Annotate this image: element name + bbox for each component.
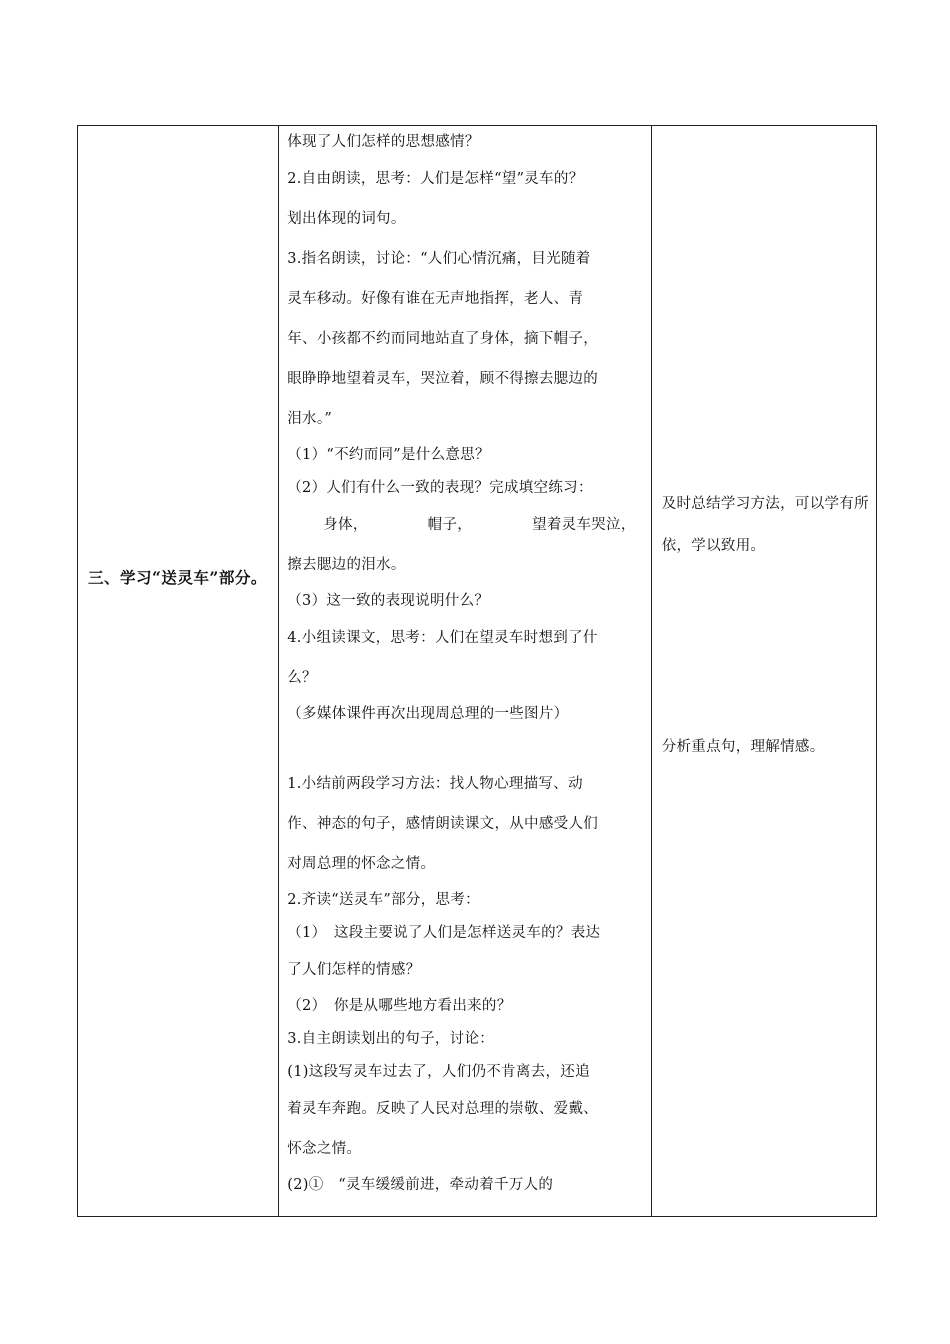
blank-phrase: 帽子，	[427, 517, 473, 533]
activity-line: 泪水。”	[287, 411, 333, 427]
activity-line: （1）“不约而同”是什么意思？	[287, 447, 490, 463]
blank-phrase: 身体，	[323, 517, 368, 533]
activity-line: 眼睁睁地望着灵车，哭泣着，顾不得擦去腮边的	[287, 371, 599, 387]
spacer	[287, 731, 645, 764]
activity-line: 着灵车奔跑。反映了人民对总理的崇敬、爱戴、	[287, 1101, 599, 1117]
activity-line: 作、神态的句子，感情朗读课文，从中感受人们	[287, 816, 599, 832]
activity-line: 了人们怎样的情感？	[287, 962, 421, 978]
activity-line: （2） 你是从哪些地方看出来的？	[287, 998, 512, 1014]
lesson-plan-table	[77, 125, 877, 1217]
activity-line: （2）人们有什么一致的表现？完成填空练习：	[287, 480, 593, 496]
activity-line: （1） 这段主要说了人们是怎样送灵车的？表达	[287, 925, 601, 941]
table-row	[78, 126, 877, 1217]
activity-line: 2.齐读“送灵车”部分，思考：	[287, 892, 480, 908]
stage-title: 三、学习“送灵车”部分。	[88, 568, 267, 587]
activity-line: （3）这一致的表现说明什么？	[287, 593, 490, 609]
activity-line: 3.指名朗读，讨论：“人们心情沉痛，目光随着	[287, 251, 591, 267]
activity-line: 擦去腮边的泪水。	[287, 557, 406, 573]
activity-line: (2)① “灵车缓缓前进，牵动着千万人的	[287, 1177, 554, 1193]
activity-line: 灵车移动。好像有谁在无声地指挥，老人、青	[287, 291, 584, 307]
activity-line: 对周总理的怀念之情。	[287, 856, 436, 872]
activity-line: （多媒体课件再次出现周总理的一些图片）	[287, 706, 569, 722]
activity-line-blanks	[287, 505, 645, 545]
blank-phrase: 望着灵车哭泣，	[532, 517, 636, 533]
activity-line: 1.小结前两段学习方法：找人物心理描写、动	[287, 776, 583, 792]
design-intent-text: 分析重点句，理解情感。	[661, 739, 825, 755]
activity-cell	[279, 126, 651, 1217]
activity-line: 4.小组读课文，思考：人们在望灵车时想到了什	[287, 630, 598, 646]
activity-line: 体现了人们怎样的思想感情？	[287, 134, 480, 150]
activity-lines	[287, 126, 645, 1202]
activity-line: 么？	[287, 670, 317, 686]
activity-line: 2.自由朗读，思考：人们是怎样“望”灵车的？	[287, 171, 584, 187]
intent-cell	[651, 126, 876, 1217]
activity-line: 3.自主朗读划出的句子，讨论：	[287, 1031, 495, 1047]
activity-line: 年、小孩都不约而同地站直了身体，摘下帽子，	[287, 331, 599, 347]
stage-cell	[78, 126, 279, 1217]
design-intent-text: 及时总结学习方法，可以学有所依，学以致用。	[661, 496, 869, 554]
activity-line: (1)这段写灵车过去了，人们仍不肯离去，还追	[287, 1064, 590, 1080]
activity-line: 划出体现的词句。	[287, 211, 406, 227]
activity-line: 怀念之情。	[287, 1141, 362, 1157]
